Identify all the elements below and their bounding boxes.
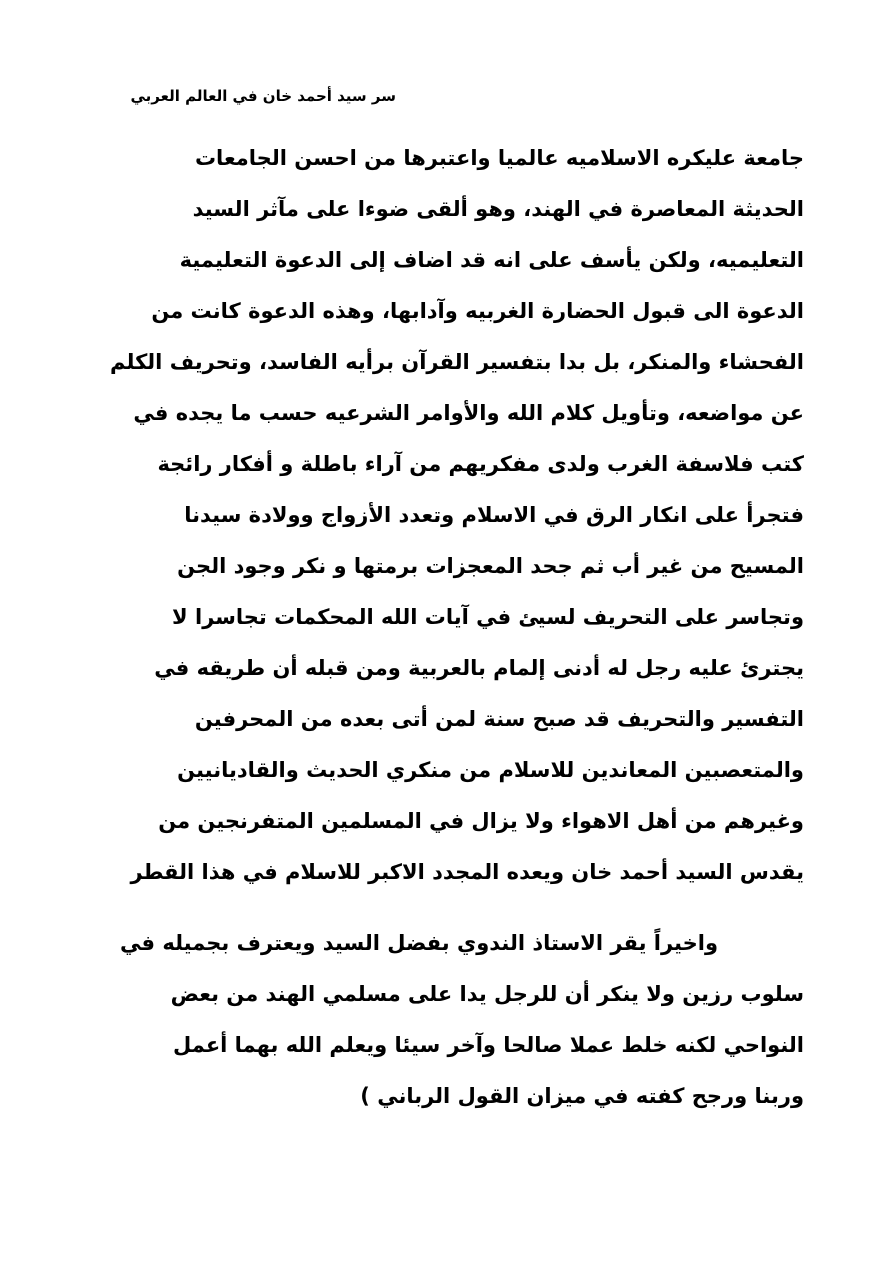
paragraph-1-line-12: التفسير والتحريف قد صبح سنة لمن أتى بعده من المحرفين bbox=[194, 707, 804, 731]
paragraph-1-line-14: وغيرهم من أهل الاهواء ولا يزال في المسلمين المتفرنجين من bbox=[158, 809, 804, 833]
paragraph-2-line-1: واخيراً يقر الاستاذ الندوي بفضل السيد ويعترف بجميله في bbox=[120, 931, 718, 955]
paragraph-2-line-2: سلوب رزين ولا ينكر أن للرجل يدا على مسلمي الهند من بعض bbox=[170, 982, 804, 1006]
paragraph-1-line-11: يجترئ عليه رجل له أدنى إلمام بالعربية ومن قبله أن طريقه في bbox=[154, 656, 804, 680]
paragraph-1-line-5: الفحشاء والمنكر، بل بدا بتفسير القرآن برأيه الفاسد، وتحريف الكلم bbox=[110, 350, 804, 374]
body-text bbox=[100, 133, 804, 1122]
paragraph-gap bbox=[100, 898, 804, 918]
paragraph-1-line-2: الحديثة المعاصرة في الهند، وهو ألقى ضوءا على مآثر السيد bbox=[192, 197, 804, 221]
paragraph-1-line-13: والمتعصبين المعاندين للاسلام من منكري الحديث والقاديانيين bbox=[177, 758, 804, 782]
paragraph-1-line-4: الدعوة الى قبول الحضارة الغربيه وآدابها، وهذه الدعوة كانت من bbox=[151, 299, 804, 323]
paragraph-1-line-7: كتب فلاسفة الغرب ولدى مفكريهم من آراء باطلة و أفكار رائجة bbox=[157, 452, 804, 476]
paragraph-1-line-8: فتجرأ على انكار الرق في الاسلام وتعدد الأزواج وولادة سيدنا bbox=[184, 503, 804, 527]
paragraph-1-line-9: المسيح من غير أب ثم جحد المعجزات برمتها و نكر وجود الجن bbox=[177, 554, 804, 578]
paragraph-1-line-1: جامعة عليكره الاسلاميه عالميا واعتبرها من احسن الجامعات bbox=[194, 146, 804, 170]
paragraph-1-line-3: التعليميه، ولكن يأسف على انه قد اضاف إلى الدعوة التعليمية bbox=[179, 248, 804, 272]
paragraph-2-line-3: النواحي لكنه خلط عملا صالحا وآخر سيئا ويعلم الله بهما أعمل bbox=[173, 1033, 804, 1057]
paragraph-2-line-4: وربنا ورجح كفته في ميزان القول الرباني ) bbox=[360, 1084, 804, 1108]
paragraph-1-line-15: يقدس السيد أحمد خان ويعده المجدد الاكبر للاسلام في هذا القطر bbox=[130, 860, 804, 884]
paragraph-1-line-10: وتجاسر على التحريف لسيئ في آيات الله المحكمات تجاسرا لا bbox=[172, 605, 804, 629]
paragraph-1-line-6: عن مواضعه، وتأويل كلام الله والأوامر الشرعيه حسب ما يجده في bbox=[133, 401, 804, 425]
running-header: سر سيد أحمد خان في العالم العربي bbox=[130, 87, 396, 105]
